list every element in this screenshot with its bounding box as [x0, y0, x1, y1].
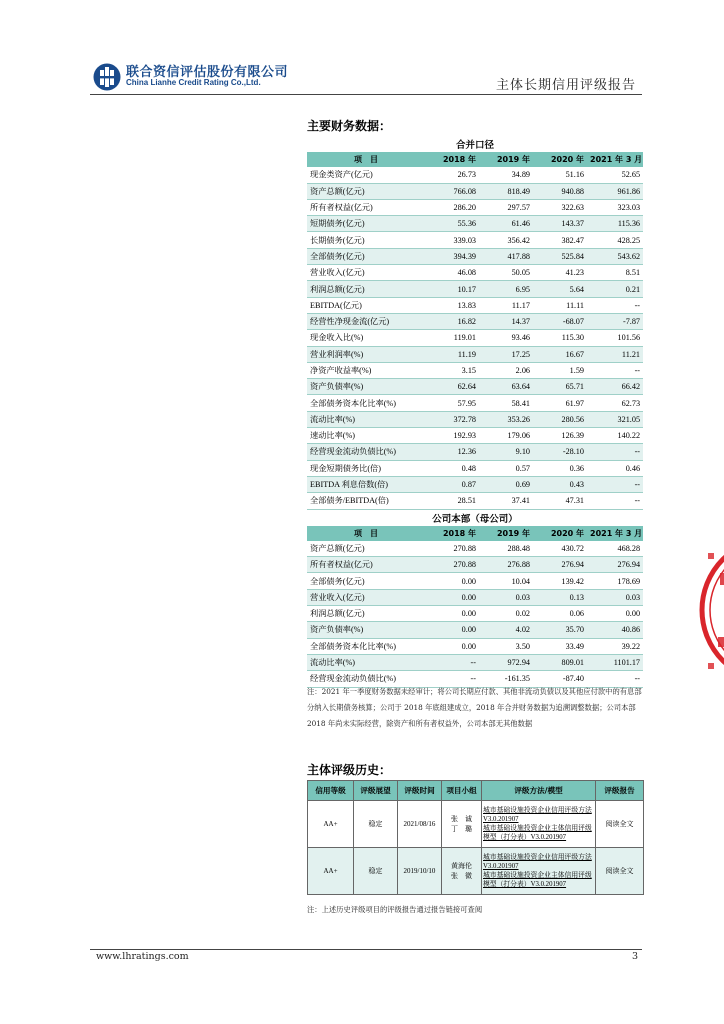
table-cell: 115.30 [533, 330, 587, 346]
table-cell: 93.46 [479, 330, 533, 346]
table-row [307, 379, 643, 395]
table-group-label: 公司本部（母公司） [307, 509, 643, 526]
table-cell: 16.82 [425, 313, 479, 329]
table-cell: 468.28 [587, 541, 643, 557]
table-cell: 55.36 [425, 216, 479, 232]
table-cell: 353.26 [479, 411, 533, 427]
table-cell: 139.42 [533, 573, 587, 589]
table-cell: 0.00 [587, 606, 643, 622]
company-name-en: China Lianhe Credit Rating Co.,Ltd. [126, 78, 261, 87]
history-date: 2021/08/16 [398, 801, 442, 848]
history-section-title: 主体评级历史： [307, 763, 392, 777]
table-cell: 39.22 [587, 638, 643, 654]
row-label: 所有者权益(亿元) [307, 557, 425, 573]
table-cell: -- [587, 493, 643, 509]
table-cell: 61.97 [533, 395, 587, 411]
table-cell: 140.22 [587, 428, 643, 444]
table-cell: 543.62 [587, 248, 643, 264]
table-row [307, 232, 643, 248]
table-cell: 297.57 [479, 199, 533, 215]
table-row [307, 589, 643, 605]
table-cell: 12.36 [425, 444, 479, 460]
table-cell: 14.37 [479, 313, 533, 329]
table-group-row [307, 509, 643, 526]
table-cell: 818.49 [479, 183, 533, 199]
row-label: 营业收入(亿元) [307, 589, 425, 605]
history-method[interactable]: 城市基础设施投资企业信用评级方法 V3.0.201907 城市基础设施投资企业主体信用评级模型（打分表）V3.0.201907 [482, 801, 596, 848]
table-row [307, 183, 643, 199]
table-cell: 62.73 [587, 395, 643, 411]
table-cell: -87.40 [533, 671, 587, 687]
table-cell: 288.48 [479, 541, 533, 557]
table-cell: 41.23 [533, 265, 587, 281]
table-cell: -68.07 [533, 313, 587, 329]
column-header: 2019 年 [479, 526, 533, 541]
table-row [307, 573, 643, 589]
column-header: 2019 年 [479, 152, 533, 167]
history-report[interactable]: 阅读全文 [596, 848, 644, 895]
table-cell: 0.00 [425, 573, 479, 589]
table-cell: 33.49 [533, 638, 587, 654]
row-label: 现金收入比(%) [307, 330, 425, 346]
history-grade: AA+ [308, 801, 354, 848]
table-cell: 192.93 [425, 428, 479, 444]
row-label: 经营现金流动负债比(%) [307, 444, 425, 460]
table-cell: 115.36 [587, 216, 643, 232]
table-row [307, 606, 643, 622]
column-header: 评级方法/模型 [482, 781, 596, 801]
table-cell: 276.94 [587, 557, 643, 573]
table-cell: 178.69 [587, 573, 643, 589]
table-cell: 52.65 [587, 167, 643, 183]
row-label: 利润总额(亿元) [307, 606, 425, 622]
table-row [307, 395, 643, 411]
table-cell: 2.06 [479, 362, 533, 378]
table-cell: 0.69 [479, 476, 533, 492]
table-cell: 143.37 [533, 216, 587, 232]
footer-divider [90, 949, 642, 950]
table-cell: -- [425, 671, 479, 687]
table-cell: 0.36 [533, 460, 587, 476]
table-cell: 16.67 [533, 346, 587, 362]
table-cell: 63.64 [479, 379, 533, 395]
row-label: 净资产收益率(%) [307, 362, 425, 378]
table-group-row [307, 136, 643, 152]
table-cell: 37.41 [479, 493, 533, 509]
history-team: 黄海伦 张 微 [442, 848, 482, 895]
row-label: 利润总额(亿元) [307, 281, 425, 297]
row-label: 所有者权益(亿元) [307, 199, 425, 215]
header-divider [90, 94, 642, 95]
table-row [307, 557, 643, 573]
history-outlook: 稳定 [354, 801, 398, 848]
row-label: 资产负债率(%) [307, 379, 425, 395]
table-cell: -- [587, 476, 643, 492]
table-header-row [307, 526, 643, 541]
table-cell: 50.05 [479, 265, 533, 281]
table-cell: -- [587, 671, 643, 687]
column-header: 2018 年 [425, 526, 479, 541]
table-cell: 3.50 [479, 638, 533, 654]
history-header-row [308, 781, 644, 801]
table-cell: 286.20 [425, 199, 479, 215]
column-header: 项 目 [307, 526, 425, 541]
table-cell: 356.42 [479, 232, 533, 248]
footer-url: www.lhratings.com [96, 951, 189, 962]
table-row [307, 476, 643, 492]
row-label: 全部债务(亿元) [307, 248, 425, 264]
table-row [307, 622, 643, 638]
table-cell: 11.21 [587, 346, 643, 362]
table-row [307, 444, 643, 460]
table-cell: -- [587, 362, 643, 378]
table-cell: 0.00 [425, 638, 479, 654]
table-cell: 0.48 [425, 460, 479, 476]
table-cell: -- [425, 654, 479, 670]
table-row [307, 428, 643, 444]
history-grade: AA+ [308, 848, 354, 895]
table-group-label: 合并口径 [307, 136, 643, 152]
table-cell: 0.02 [479, 606, 533, 622]
table-cell: 0.00 [425, 622, 479, 638]
table-row [307, 281, 643, 297]
table-row [307, 216, 643, 232]
row-label: 长期债务(亿元) [307, 232, 425, 248]
table-cell: 6.95 [479, 281, 533, 297]
table-row [307, 654, 643, 670]
column-header: 2021 年 3 月 [587, 152, 643, 167]
table-cell: -28.10 [533, 444, 587, 460]
rating-history-table [307, 780, 644, 895]
table-cell: 322.63 [533, 199, 587, 215]
table-cell: 0.87 [425, 476, 479, 492]
row-label: 资产负债率(%) [307, 622, 425, 638]
lianhe-logo-icon [92, 62, 122, 92]
row-label: 全部债务(亿元) [307, 573, 425, 589]
table-cell: 525.84 [533, 248, 587, 264]
table-cell: 11.11 [533, 297, 587, 313]
table-row [307, 265, 643, 281]
table-cell: 3.15 [425, 362, 479, 378]
table-cell: 34.89 [479, 167, 533, 183]
column-header: 评级时间 [398, 781, 442, 801]
column-header: 评级报告 [596, 781, 644, 801]
column-header: 2020 年 [533, 526, 587, 541]
row-label: 流动比率(%) [307, 411, 425, 427]
table-cell: 5.64 [533, 281, 587, 297]
table-cell: 766.08 [425, 183, 479, 199]
table-cell: 51.16 [533, 167, 587, 183]
row-label: EBITDA(亿元) [307, 297, 425, 313]
row-label: 全部债务/EBITDA(倍) [307, 493, 425, 509]
table-cell: 11.17 [479, 297, 533, 313]
table-row [307, 638, 643, 654]
history-team: 张 诚 丁 璐 [442, 801, 482, 848]
row-label: 现金类资产(亿元) [307, 167, 425, 183]
row-label: 流动比率(%) [307, 654, 425, 670]
table-cell: 46.08 [425, 265, 479, 281]
table-cell: 13.83 [425, 297, 479, 313]
table-cell: 0.00 [425, 606, 479, 622]
table-cell: 0.46 [587, 460, 643, 476]
table-cell: 11.19 [425, 346, 479, 362]
table-row [307, 541, 643, 557]
financial-note: 注：2021 年一季度财务数据未经审计；将公司长期应付款、其他非流动负债以及其他应付款中的有息部分纳入长期债务核算；公司于 2018 年底组建成立，2018 年合并财务数据为追溯调整数据；公司本部 2018 年尚未实际经营，除资产和所有者权益外，公司本部无其他数据 [307, 687, 642, 728]
table-cell: 394.39 [425, 248, 479, 264]
table-row [307, 330, 643, 346]
column-header: 2021 年 3 月 [587, 526, 643, 541]
table-cell: 47.31 [533, 493, 587, 509]
table-cell: 17.25 [479, 346, 533, 362]
table-cell: -- [587, 297, 643, 313]
financial-section-title: 主要财务数据： [307, 119, 392, 133]
column-header: 项 目 [307, 152, 425, 167]
table-row [307, 297, 643, 313]
row-label: 营业利润率(%) [307, 346, 425, 362]
row-label: 全部债务资本化比率(%) [307, 638, 425, 654]
table-cell: 9.10 [479, 444, 533, 460]
table-cell: 58.41 [479, 395, 533, 411]
table-cell: 0.03 [479, 589, 533, 605]
table-cell: 382.47 [533, 232, 587, 248]
table-cell: 65.71 [533, 379, 587, 395]
table-row [307, 362, 643, 378]
table-cell: 417.88 [479, 248, 533, 264]
table-cell: 1101.17 [587, 654, 643, 670]
table-cell: 276.88 [479, 557, 533, 573]
table-cell: 57.95 [425, 395, 479, 411]
table-cell: 10.04 [479, 573, 533, 589]
row-label: EBITDA 利息倍数(倍) [307, 476, 425, 492]
row-label: 经营性净现金流(亿元) [307, 313, 425, 329]
table-cell: 372.78 [425, 411, 479, 427]
history-row [308, 848, 644, 895]
table-cell: 119.01 [425, 330, 479, 346]
column-header: 信用等级 [308, 781, 354, 801]
table-cell: 339.03 [425, 232, 479, 248]
history-row [308, 801, 644, 848]
table-cell: 0.00 [425, 589, 479, 605]
company-seal-icon [694, 525, 724, 695]
table-cell: 972.94 [479, 654, 533, 670]
table-cell: 4.02 [479, 622, 533, 638]
table-cell: 0.43 [533, 476, 587, 492]
table-cell: 26.73 [425, 167, 479, 183]
table-cell: 276.94 [533, 557, 587, 573]
column-header: 项目小组 [442, 781, 482, 801]
table-cell: 10.17 [425, 281, 479, 297]
company-name-cn: 联合资信评估股份有限公司 [126, 65, 289, 80]
table-cell: 321.05 [587, 411, 643, 427]
page-number: 3 [631, 951, 638, 962]
table-cell: 126.39 [533, 428, 587, 444]
table-row [307, 248, 643, 264]
row-label: 现金短期债务比(倍) [307, 460, 425, 476]
table-header-row [307, 152, 643, 167]
table-cell: 0.06 [533, 606, 587, 622]
table-row [307, 346, 643, 362]
table-cell: 940.88 [533, 183, 587, 199]
table-row [307, 411, 643, 427]
table-cell: 66.42 [587, 379, 643, 395]
table-cell: -- [587, 444, 643, 460]
row-label: 速动比率(%) [307, 428, 425, 444]
history-method[interactable]: 城市基础设施投资企业信用评级方法 V3.0.201907 城市基础设施投资企业主体信用评级模型（打分表）V3.0.201907 [482, 848, 596, 895]
table-cell: 62.64 [425, 379, 479, 395]
table-cell: -7.87 [587, 313, 643, 329]
history-date: 2019/10/10 [398, 848, 442, 895]
report-title: 主体长期信用评级报告 [495, 78, 636, 93]
row-label: 资产总额(亿元) [307, 541, 425, 557]
table-cell: 270.88 [425, 541, 479, 557]
table-cell: 0.21 [587, 281, 643, 297]
history-outlook: 稳定 [354, 848, 398, 895]
table-cell: 40.86 [587, 622, 643, 638]
column-header: 2018 年 [425, 152, 479, 167]
row-label: 营业收入(亿元) [307, 265, 425, 281]
table-cell: 0.13 [533, 589, 587, 605]
column-header: 2020 年 [533, 152, 587, 167]
table-cell: 8.51 [587, 265, 643, 281]
table-cell: 961.86 [587, 183, 643, 199]
table-cell: 35.70 [533, 622, 587, 638]
table-cell: 61.46 [479, 216, 533, 232]
table-cell: -161.35 [479, 671, 533, 687]
column-header: 评级展望 [354, 781, 398, 801]
table-cell: 430.72 [533, 541, 587, 557]
table-cell: 0.57 [479, 460, 533, 476]
table-cell: 323.03 [587, 199, 643, 215]
table-cell: 1.59 [533, 362, 587, 378]
table-row [307, 313, 643, 329]
table-row [307, 460, 643, 476]
row-label: 经营现金流动负债比(%) [307, 671, 425, 687]
row-label: 资产总额(亿元) [307, 183, 425, 199]
table-cell: 179.06 [479, 428, 533, 444]
table-cell: 28.51 [425, 493, 479, 509]
row-label: 短期债务(亿元) [307, 216, 425, 232]
table-cell: 101.56 [587, 330, 643, 346]
history-note: 注：上述历史评级项目的评级报告通过报告链接可查阅 [307, 905, 483, 914]
row-label: 全部债务资本化比率(%) [307, 395, 425, 411]
history-report[interactable]: 阅读全文 [596, 801, 644, 848]
table-row [307, 493, 643, 509]
table-row [307, 167, 643, 183]
financial-table [307, 136, 643, 688]
table-cell: 280.56 [533, 411, 587, 427]
table-cell: 809.01 [533, 654, 587, 670]
table-cell: 428.25 [587, 232, 643, 248]
table-row [307, 199, 643, 215]
table-cell: 0.03 [587, 589, 643, 605]
table-cell: 270.88 [425, 557, 479, 573]
